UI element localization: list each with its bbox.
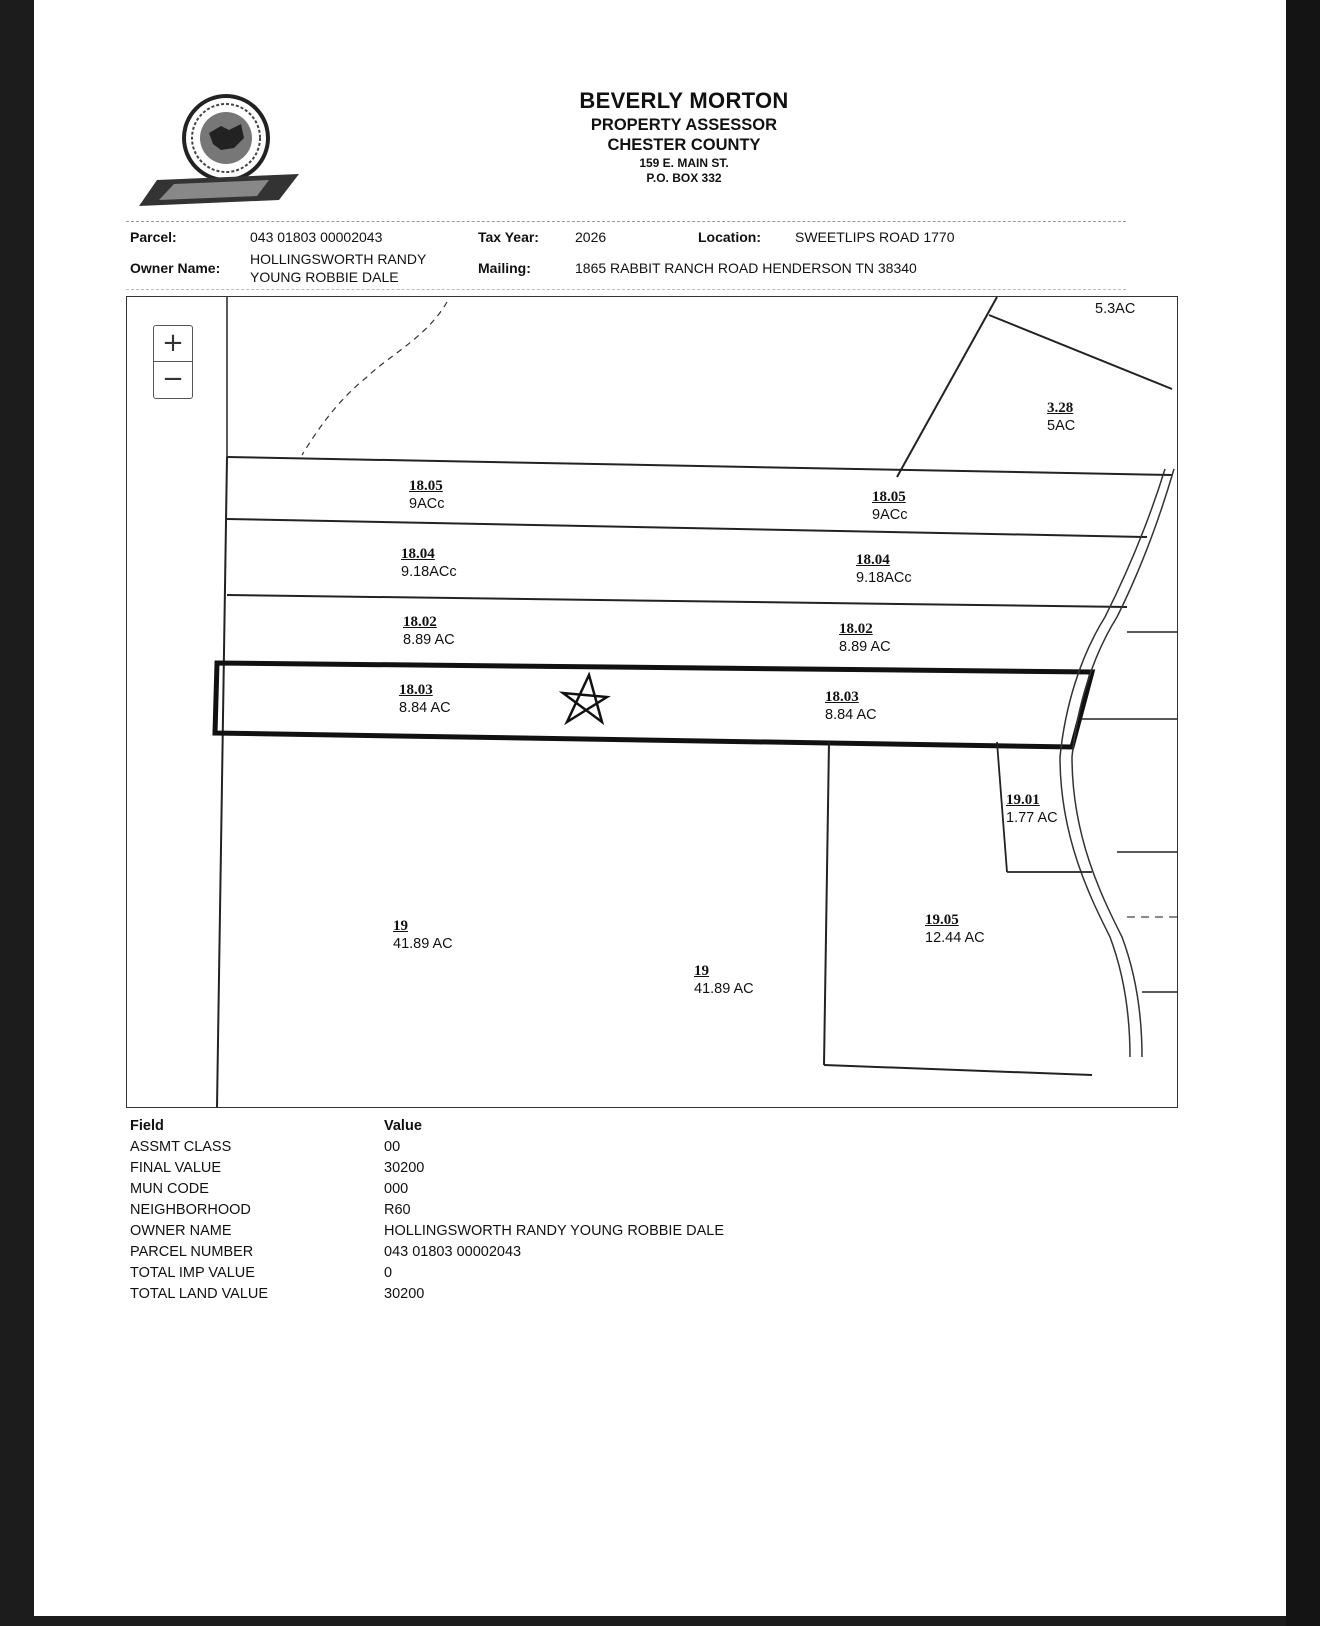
field-name: TOTAL IMP VALUE	[130, 1265, 255, 1281]
parcel-label-18-05-east: 18.05 9ACc	[872, 489, 908, 523]
assessor-role: PROPERTY ASSESSOR	[590, 116, 778, 134]
info-bottom-rule	[126, 289, 1126, 290]
field-value: 30200	[384, 1286, 425, 1302]
assessor-name: BEVERLY MORTON	[579, 88, 789, 113]
location-label: Location:	[698, 229, 761, 245]
zoom-in-button[interactable]: +	[154, 326, 192, 362]
parcel-label-18-02-east: 18.02 8.89 AC	[839, 621, 891, 655]
info-top-rule	[126, 221, 1126, 222]
parcel-map-lines	[127, 297, 1177, 1107]
mailing-value: 1865 RABBIT RANCH ROAD HENDERSON TN 38340	[575, 260, 917, 276]
field-name: OWNER NAME	[130, 1223, 232, 1239]
parcel-label-5-3ac: 5.3AC	[1095, 301, 1136, 317]
parcel-label-18-03-west: 18.03 8.84 AC	[399, 682, 451, 716]
field-name: PARCEL NUMBER	[130, 1244, 254, 1260]
assessor-header	[494, 88, 874, 185]
assessor-document-page	[34, 0, 1286, 1616]
zoom-out-button[interactable]: −	[162, 364, 184, 394]
parcel-label: Parcel:	[130, 229, 177, 245]
parcel-label-18-02-west: 18.02 8.89 AC	[403, 614, 455, 648]
owner-line-2: YOUNG ROBBIE DALE	[250, 269, 399, 285]
owner-label: Owner Name:	[130, 260, 221, 276]
assessor-county: CHESTER COUNTY	[607, 136, 761, 154]
parcel-label-19-west: 19 41.89 AC	[393, 918, 453, 952]
parcel-value: 043 01803 00002043	[250, 229, 383, 245]
field-column-header: Field	[130, 1118, 164, 1134]
parcel-label-19-01: 19.01 1.77 AC	[1006, 792, 1058, 826]
map-zoom-control	[153, 325, 193, 399]
value-column-header: Value	[384, 1118, 422, 1134]
tax-year-label: Tax Year:	[478, 229, 539, 245]
parcel-label-3-28: 3.28 5AC	[1047, 400, 1076, 434]
field-name: MUN CODE	[130, 1181, 209, 1197]
parcel-map[interactable]	[126, 296, 1178, 1108]
field-value: 0	[384, 1265, 393, 1281]
viewer-scrollbar-gutter[interactable]	[1286, 0, 1320, 1626]
parcel-label-18-04-west: 18.04 9.18ACc	[401, 546, 457, 580]
field-value: 043 01803 00002043	[384, 1244, 522, 1260]
assessor-po-box: P.O. BOX 332	[646, 171, 722, 185]
field-name: ASSMT CLASS	[130, 1139, 232, 1155]
field-name: FINAL VALUE	[130, 1160, 222, 1176]
parcel-label-18-03-east: 18.03 8.84 AC	[825, 689, 877, 723]
location-value: SWEETLIPS ROAD 1770	[795, 229, 955, 245]
owner-line-1: HOLLINGSWORTH RANDY	[250, 251, 427, 267]
parcel-label-18-05-west: 18.05 9ACc	[409, 478, 445, 512]
field-value: 30200	[384, 1160, 425, 1176]
field-value: 000	[384, 1181, 409, 1197]
field-value: 00	[384, 1139, 401, 1155]
parcel-label-18-04-east: 18.04 9.18ACc	[856, 552, 912, 586]
parcel-label-19-center: 19 41.89 AC	[694, 963, 754, 997]
assessor-street: 159 E. MAIN ST.	[639, 156, 729, 170]
field-name: NEIGHBORHOOD	[130, 1202, 251, 1218]
mailing-label: Mailing:	[478, 260, 531, 276]
field-value: R60	[384, 1202, 411, 1218]
field-value: HOLLINGSWORTH RANDY YOUNG ROBBIE DALE	[384, 1223, 725, 1239]
field-name: TOTAL LAND VALUE	[130, 1286, 269, 1302]
parcel-label-19-05: 19.05 12.44 AC	[925, 912, 985, 946]
county-seal-logo	[129, 88, 309, 213]
tax-year-value: 2026	[575, 229, 607, 245]
